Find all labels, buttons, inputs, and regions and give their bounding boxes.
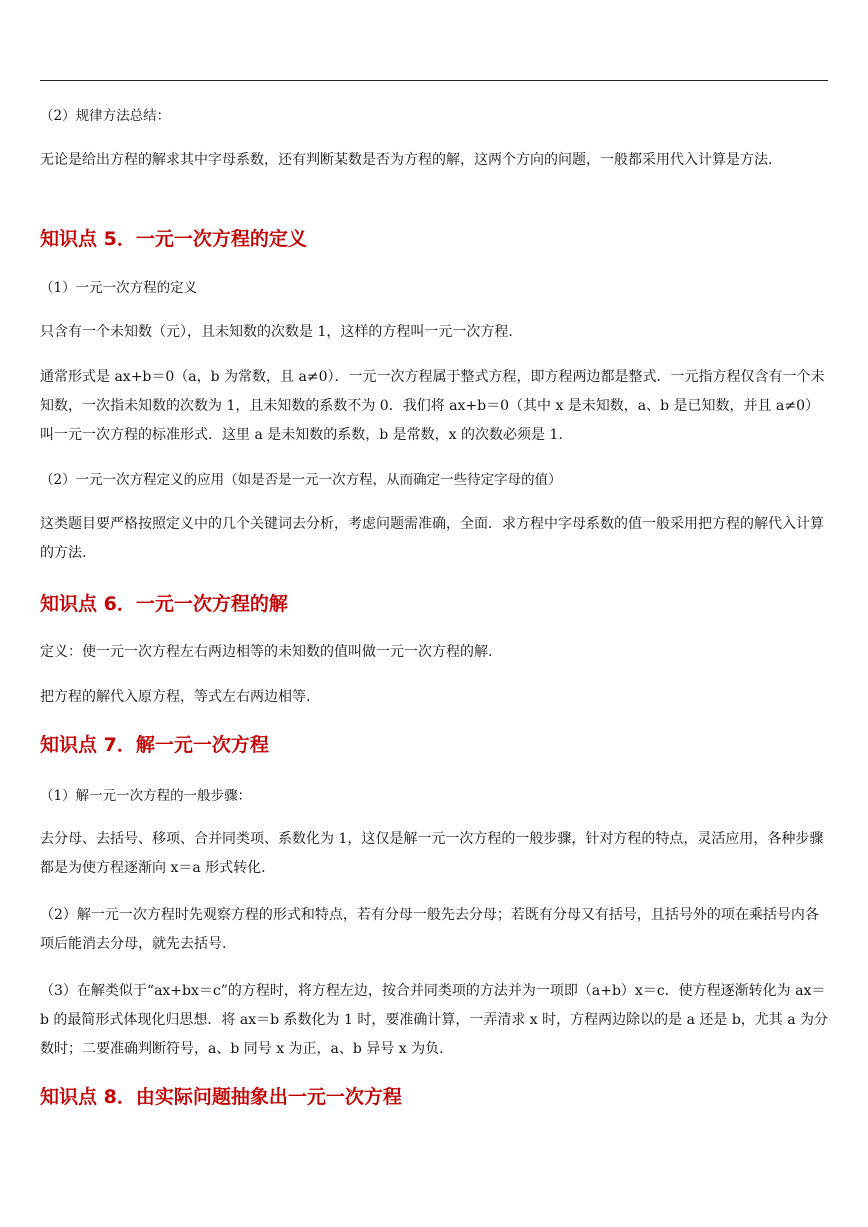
heading-point-7: 知识点 7．解一元一次方程	[40, 734, 269, 756]
paragraph-rule-summary: 无论是给出方程的解求其中字母系数，还有判断某数是否为方程的解，这两个方向的问题，一般都采用代入计算是方法.	[40, 152, 773, 168]
subheading-rule-summary: （2）规律方法总结：	[40, 108, 171, 124]
header-rule	[40, 80, 828, 81]
heading-point-6: 知识点 6．一元一次方程的解	[40, 593, 288, 615]
paragraph-combine-terms: （3）在解类似于“ax+bx＝c”的方程时，将方程左边，按合并同类项的方法并为一项即（a+b）x＝c．使方程逐渐转化为 ax＝b 的最简形式体现化归思想．将 ax＝b 系数化为 1 时，要准确计算，一弄清求 x 时，方程两边除以的是 a 还是 b，尤其 a 为分数时；二要准确判断符号，a、b 同号 x 为正，a、b 异号 x 为负.	[40, 983, 829, 1057]
heading-point-8: 知识点 8．由实际问题抽象出一元一次方程	[40, 1086, 402, 1108]
paragraph-definition-application: 这类题目要严格按照定义中的几个关键词去分析，考虑问题需准确，全面．求方程中字母系数的值一般采用把方程的解代入计算的方法.	[40, 516, 824, 561]
subheading-definition: （1）一元一次方程的定义	[40, 280, 198, 296]
paragraph-definition: 只含有一个未知数（元），且未知数的次数是 1，这样的方程叫一元一次方程.	[40, 324, 513, 340]
subheading-definition-application: （2）一元一次方程定义的应用（如是否是一元一次方程，从而确定一些待定字母的值）	[40, 472, 562, 488]
paragraph-solution-definition: 定义：使一元一次方程左右两边相等的未知数的值叫做一元一次方程的解.	[40, 644, 493, 660]
paragraph-solution-check: 把方程的解代入原方程，等式左右两边相等.	[40, 689, 311, 705]
subheading-solving-steps: （1）解一元一次方程的一般步骤：	[40, 788, 252, 804]
heading-point-5: 知识点 5．一元一次方程的定义	[40, 228, 307, 250]
paragraph-general-form: 通常形式是 ax+b＝0（a，b 为常数，且 a≠0）．一元一次方程属于整式方程，即方程两边都是整式．一元指方程仅含有一个未知数，一次指未知数的次数为 1，且未知数的系数不为 0．我们将 ax+b＝0（其中 x 是未知数，a、b 是已知数，并且 a≠0）叫一元一次方程的标准形式．这里 a 是未知数的系数，b 是常数，x 的次数必须是 1.	[40, 369, 825, 443]
paragraph-observe-form: （2）解一元一次方程时先观察方程的形式和特点，若有分母一般先去分母；若既有分母又有括号，且括号外的项在乘括号内各项后能消去分母，就先去括号.	[40, 907, 819, 952]
paragraph-solving-steps: 去分母、去括号、移项、合并同类项、系数化为 1，这仅是解一元一次方程的一般步骤，针对方程的特点，灵活应用，各种步骤都是为使方程逐渐向 x＝a 形式转化.	[40, 831, 824, 876]
